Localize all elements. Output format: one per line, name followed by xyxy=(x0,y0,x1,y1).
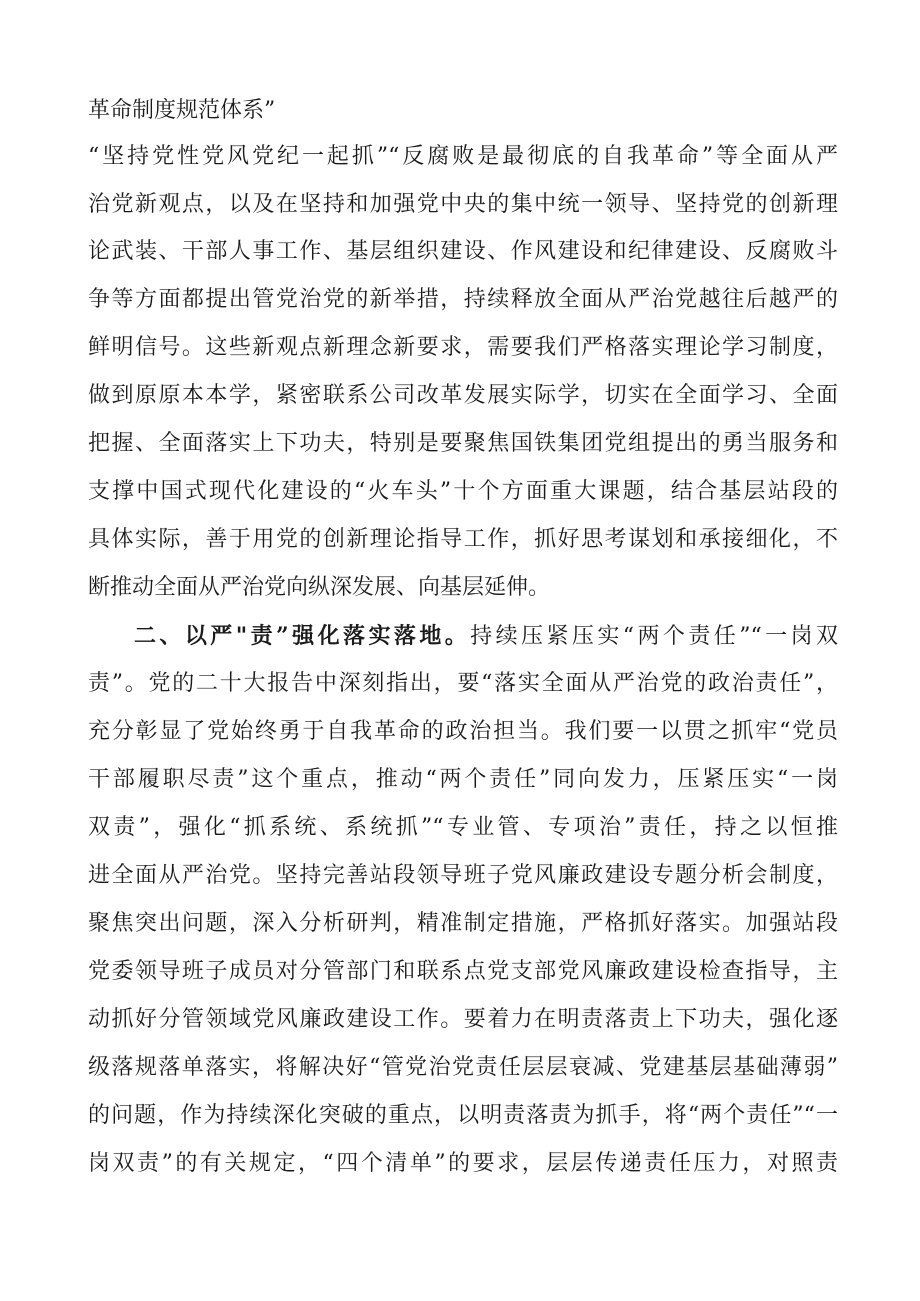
text-line: 把握、全面落实上下功夫，特别是要聚焦国铁集团党组提出的勇当服务和 xyxy=(88,431,838,456)
text-line: 双责”，强化“抓系统、系统抓”“专业管、专项治”责任，持之以恒推 xyxy=(88,815,838,840)
text-line: 鲜明信号。这些新观点新理念新要求，需要我们严格落实理论学习制度， xyxy=(88,335,838,360)
text-line: 支撑中国式现代化建设的“火车头”十个方面重大课题，结合基层站段的 xyxy=(88,479,838,504)
text-line: 级落规落单落实，将解决好“管党治党责任层层衰减、党建基层基础薄弱” xyxy=(88,1055,838,1080)
text-line: 干部履职尽责”这个重点，推动“两个责任”同向发力，压紧压实“一岗 xyxy=(88,767,838,792)
text-line: 充分彰显了党始终勇于自我革命的政治担当。我们要一以贯之抓牢“党员 xyxy=(88,719,838,744)
text-line: 做到原原本本学，紧密联系公司改革发展实际学，切实在全面学习、全面 xyxy=(88,383,838,408)
text-line: 党委领导班子成员对分管部门和联系点党支部党风廉政建设检查指导，主 xyxy=(88,959,838,984)
text-line: 争等方面都提出管党治党的新举措，持续释放全面从严治党越往后越严的 xyxy=(88,287,838,312)
text-line: 论武装、干部人事工作、基层组织建设、作风建设和纪律建设、反腐败斗 xyxy=(88,239,838,264)
text-line: 的问题，作为持续深化突破的重点，以明责落责为抓手，将“两个责任”“一 xyxy=(88,1103,838,1128)
text-line: 动抓好分管领域党风廉政建设工作。要着力在明责落责上下功夫，强化逐 xyxy=(88,1007,838,1032)
text-line: “坚持党性党风党纪一起抓”“反腐败是最彻底的自我革命”等全面从严 xyxy=(88,144,838,169)
text-line: 岗双责”的有关规定，“四个清单”的要求，层层传递责任压力，对照责 xyxy=(88,1151,838,1176)
section-heading-text: 持续压紧压实“两个责任”“一岗双 xyxy=(470,624,838,649)
text-line: 革命制度规范体系” xyxy=(88,98,276,123)
text-line: 进全面从严治党。坚持完善站段领导班子党风廉政建设专题分析会制度， xyxy=(88,863,838,888)
text-line: 聚焦突出问题，深入分析研判，精准制定措施，严格抓好落实。加强站段 xyxy=(88,911,838,936)
text-line: 治党新观点，以及在坚持和加强党中央的集中统一领导、坚持党的创新理 xyxy=(88,192,838,217)
text-line: 责”。党的二十大报告中深刻指出，要“落实全面从严治党的政治责任”， xyxy=(88,671,838,696)
text-line: 断推动全面从严治党向纵深发展、向基层延伸。 xyxy=(88,575,551,600)
text-line: 具体实际，善于用党的创新理论指导工作，抓好思考谋划和承接细化，不 xyxy=(88,527,838,552)
section-heading: 二、以严"责”强化落实落地。 xyxy=(134,623,471,649)
section-heading-line xyxy=(134,621,838,651)
